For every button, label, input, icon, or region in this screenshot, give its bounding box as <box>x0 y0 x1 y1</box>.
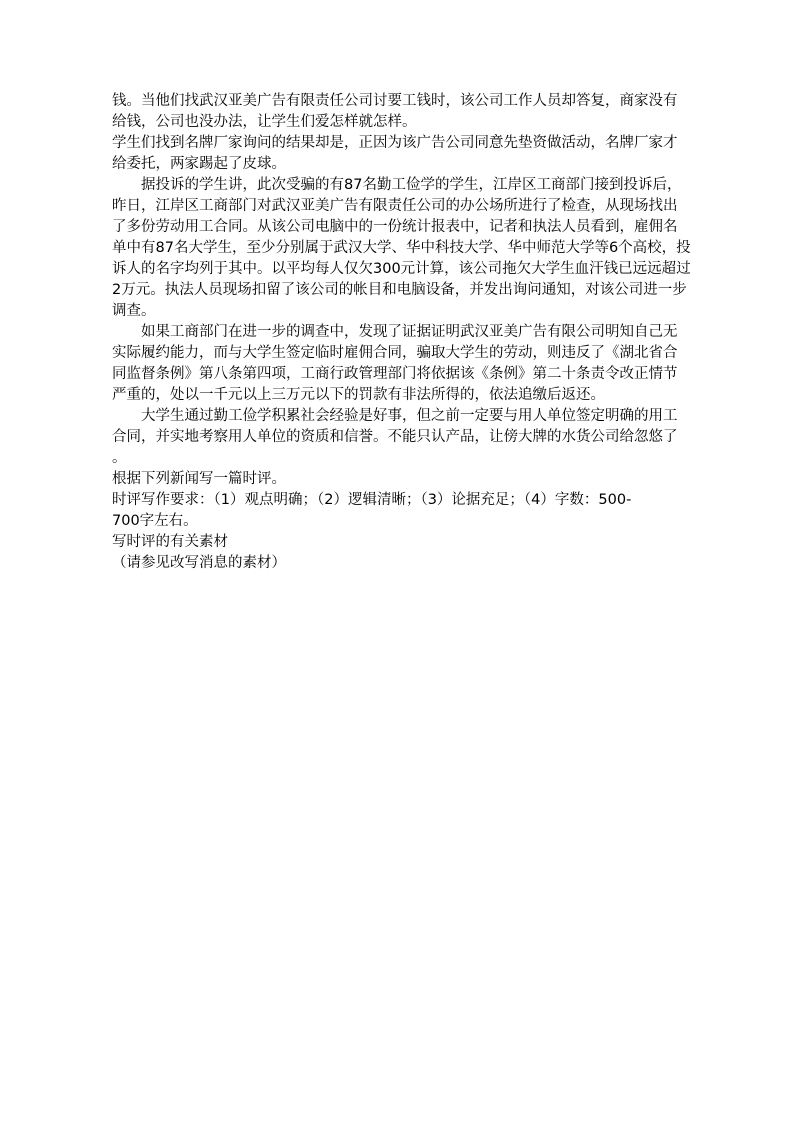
document-body <box>112 91 692 574</box>
text-line: 钱。当他们找武汉亚美广告有限责任公司讨要工钱时，该公司工作人员却答复，商家没有 <box>112 93 678 109</box>
text-line: 2万元。执法人员现场扣留了该公司的帐目和电脑设备，并发出询问通知，对该公司进一步 <box>112 282 687 298</box>
text-line: 根据下列新闻写一篇时评。 <box>112 471 286 487</box>
text-line: 据投诉的学生讲，此次受骗的有87名勤工俭学的学生，江岸区工商部门接到投诉后， <box>141 177 682 193</box>
text-line: 如果工商部门在进一步的调查中，发现了证据证明武汉亚美广告有限公司明知自己无 <box>141 324 678 340</box>
text-line: 。 <box>112 450 127 466</box>
text-line: 单中有87名大学生，至少分别属于武汉大学、华中科技大学、华中师范大学等6个高校，投 <box>112 240 691 256</box>
text-line: 实际履约能力，而与大学生签定临时雇佣合同，骗取大学生的劳动，则违反了《湖北省合 <box>112 345 678 361</box>
text-line: 给委托，两家踢起了皮球。 <box>112 156 286 172</box>
text-line: 诉人的名字均列于其中。以平均每人仅欠300元计算，该公司拖欠大学生血汗钱已远远超过 <box>112 261 691 277</box>
text-line: 同监督条例》第八条第四项，工商行政管理部门将依据该《条例》第二十条责令改正情节 <box>112 366 678 382</box>
text-line: 大学生通过勤工俭学积累社会经验是好事，但之前一定要与用人单位签定明确的用工 <box>141 408 678 424</box>
text-line: 严重的，处以一千元以上三万元以下的罚款有非法所得的，依法追缴后返还。 <box>112 387 605 403</box>
text-line: 了多份劳动用工合同。从该公司电脑中的一份统计报表中，记者和执法人员看到，雇佣名 <box>112 219 678 235</box>
text-line: 学生们找到名牌厂家询问的结果却是，正因为该广告公司同意先垫资做活动，名牌厂家才 <box>112 135 678 151</box>
text-line: （请参见改写消息的素材） <box>112 555 286 571</box>
text-line: 昨日，江岸区工商部门对武汉亚美广告有限责任公司的办公场所进行了检查，从现场找出 <box>112 198 678 214</box>
text-line: 写时评的有关素材 <box>112 534 228 550</box>
text-line: 调查。 <box>112 303 156 319</box>
text-line: 给钱，公司也没办法，让学生们爱怎样就怎样。 <box>112 114 417 130</box>
text-line: 700字左右。 <box>112 513 198 529</box>
text-line: 时评写作要求：（1）观点明确；（2）逻辑清晰；（3）论据充足；（4）字数：500- <box>112 492 632 508</box>
text-line: 合同，并实地考察用人单位的资质和信誉。不能只认产品，让傍大牌的水货公司给忽悠了 <box>112 429 678 445</box>
